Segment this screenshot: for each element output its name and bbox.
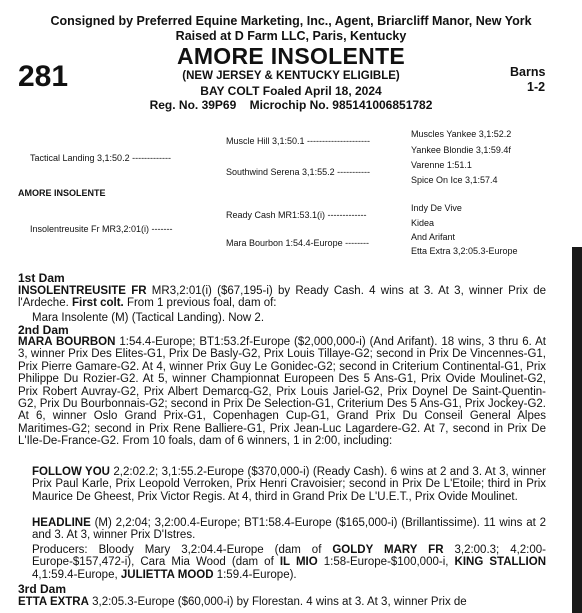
- second-dam-paragraph: MARA BOURBON 1:54.4-Europe; BT1:53.2f-Europe ($2,000,000-i) (And Arifant). 18 wins, 3 thru 6. At 3, winner Prix Des Elites-G1, Prix De Basly-G2, Prix Louis Tillaye-G2; second in Prix De Vincennes-G1, Prix Pierre Gamare-G2. At 4, winner Prix Guy Le Gonidec-G2; second in Criterium Continental-G1, Prix Philippe Du Rozier-G2. At 5, winner Championnat Europeen Des 5 Ans-G1, Prix Ovide Moulinet-G2, Prix Robert Auvray-G2, Prix Albert Demarcq-G2, Prix Louis Jariel-G2, Prix Doynel De Saint-Quentin-G2, Prix Du Bourbonnais-G2; second in Prix De Selection-G1, Criterium Des 5 Ans-G1, Prix Jockey-G2. At 6, winner Oslo Grand Prix-G1, Copenhagen Cup-G1, Grand Prix Du Conseil General Alpes Maritimes-G2; second in Prix Rene Balliere-G1, Prix Jean-Luc Lagardere-G2. At 7, second in Prix De L'Ile-De-France-G2. From 10 foals, dam of 6 winners, 1 in 2:00, including:: [18, 336, 547, 448]
- pedigree-sire: Tactical Landing 3,1:50.2 -------------: [30, 153, 172, 163]
- hip-number: 281: [18, 60, 69, 93]
- raised-line: Raised at D Farm LLC, Paris, Kentucky: [175, 29, 407, 43]
- second-dam-foal-follow-you: FOLLOW YOU 2,2:02.2; 3,1:55.2-Europe ($370,000-i) (Ready Cash). 6 wins at 2 and 3. At 3, winner Prix Paul Karle, Prix Leopold Verroken, Prix Henri Cravoisier; second in Prix De L'Etoile; third in Prix Maurice De Gheest, Prix Victor Regis. At 4, third in Grand Prix De L'U.E.T., Prix Ovide Moulinet.: [32, 466, 546, 503]
- pedigree-dss: Indy De Vive: [411, 203, 462, 213]
- registration-line: Reg. No. 39P69 Microchip No. 985141006851782: [149, 98, 433, 112]
- pedigree-sire-dam: Southwind Serena 3,1:55.2 -----------: [226, 167, 371, 177]
- third-dam-heading: 3rd Dam: [18, 582, 67, 596]
- pedigree-ddd: Etta Extra 3,2:05.3-Europe: [411, 246, 518, 256]
- pedigree-sds: Varenne 1:51.1: [411, 160, 472, 170]
- first-colt-note: First colt.: [71, 297, 124, 310]
- pedigree-dam: Insolentreusite Fr MR3,2:01(i) -------: [30, 224, 173, 234]
- pedigree-dam-sire: Ready Cash MR1:53.1(i) -------------: [226, 210, 367, 220]
- first-dam-foal: Mara Insolente (M) (Tactical Landing). Now 2.: [32, 312, 265, 324]
- third-dam-name: ETTA EXTRA: [18, 596, 89, 608]
- horse-name: AMORE INSOLENTE: [176, 43, 406, 69]
- pedigree-ssd: Yankee Blondie 3,1:59.4f: [411, 145, 511, 155]
- pedigree-sire-sire: Muscle Hill 3,1:50.1 ---------------------: [226, 136, 370, 146]
- pedigree-dsd: Kidea: [411, 218, 435, 228]
- foaled-line: BAY COLT Foaled April 18, 2024: [200, 84, 382, 98]
- first-dam-name: INSOLENTREUSITE FR: [18, 285, 147, 297]
- pedigree-dds: And Arifant: [411, 232, 456, 242]
- scrollbar[interactable]: [572, 247, 582, 613]
- second-dam-heading: 2nd Dam: [18, 323, 69, 337]
- pedigree-sss: Muscles Yankee 3,1:52.2: [411, 129, 512, 139]
- first-dam-heading: 1st Dam: [18, 271, 65, 285]
- first-dam-paragraph: INSOLENTREUSITE FR MR3,2:01(i) ($67,195-i) by Ready Cash. 4 wins at 3. At 3, winner Prix de l'Ardeche. First colt. From 1 previous foal, dam of:: [18, 285, 546, 310]
- third-dam-paragraph: ETTA EXTRA 3,2:05.3-Europe ($60,000-i) by Florestan. 4 wins at 3. At 3, winner Prix de: [18, 596, 467, 608]
- consignor-line: Consigned by Preferred Equine Marketing, Inc., Agent, Briarcliff Manor, New York: [50, 14, 532, 28]
- second-dam-foal-headline: HEADLINE (M) 2,2:04; 3,2:00.4-Europe; BT1:58.4-Europe ($165,000-i) (Brillantissime). 11 wins at 2 and 3. At 3, winner Prix D'Istres.: [32, 517, 546, 542]
- second-dam-name: MARA BOURBON: [18, 336, 116, 348]
- second-dam-producers: Producers: Bloody Mary 3,2:04.4-Europe (dam of GOLDY MARY FR 3,2:00.3; 4,2:00-Europe-$157,472-i), Cara Mia Wood (dam of IL MIO 1:58-Europe-$100,000-i, KING STALLION 4,1:59.4-Europe, JULIETTA MOOD 1:59.4-Europe).: [32, 544, 547, 581]
- pedigree-dam-dam: Mara Bourbon 1:54.4-Europe --------: [226, 238, 370, 248]
- barns-value: 1-2: [527, 80, 546, 94]
- pedigree-sdd: Spice On Ice 3,1:57.4: [411, 175, 498, 185]
- barns-label: Barns: [510, 65, 546, 79]
- pedigree-subject: AMORE INSOLENTE: [18, 188, 106, 198]
- eligibility: (NEW JERSEY & KENTUCKY ELIGIBLE): [182, 70, 400, 82]
